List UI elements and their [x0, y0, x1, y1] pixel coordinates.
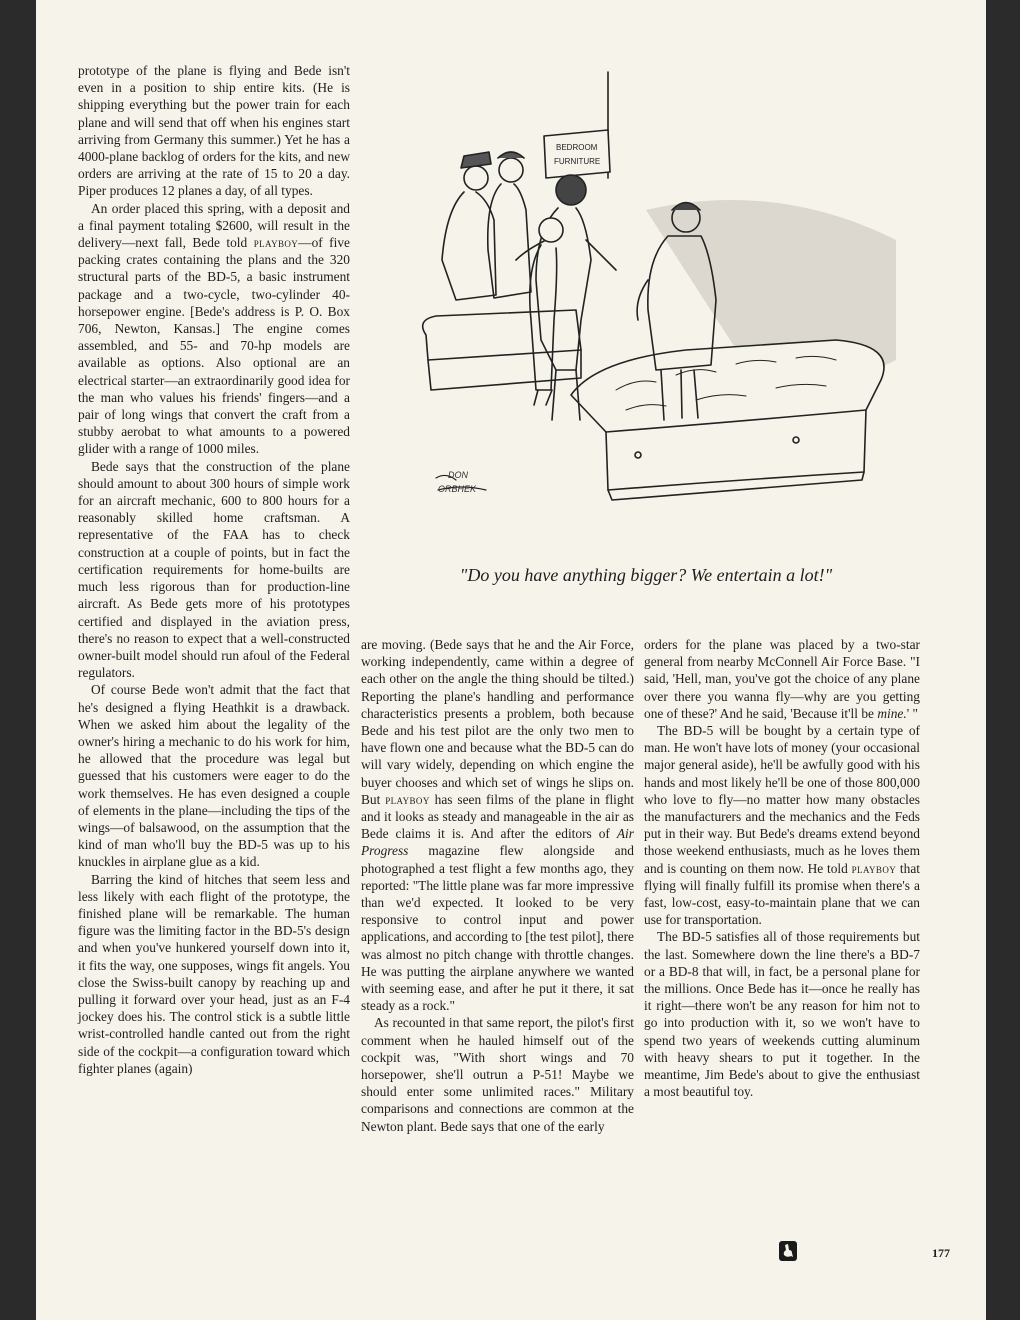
magazine-page: [36, 0, 986, 1320]
paragraph: As recounted in that same report, the pilot's first comment when he hauled himself out of the cockpit was, "With short wings and 70 horsepower, she'll outrun a P-51! Maybe we should enter some unlimited races." Military comparisons and connections are common at the Newton plant. Bede says that one of the early: [361, 1015, 634, 1134]
signature-line-1: DON: [448, 470, 468, 480]
signature-line-2: ORBHEK: [438, 484, 477, 494]
paragraph: The BD-5 satisfies all of those requirements but the last. Somewhere down the line there's a BD-7 or a BD-8 that will, in fact, be a personal plane for the millions. Once Bede has it—once he really has it right—there won't be any reason for him not to go into production with it, so we won't have to spend two years of weekends cutting aluminum with heavy shears to put it together. In the meantime, Jim Bede's about to give the enthusiast a most beautiful toy.: [644, 929, 920, 1100]
magazine-title: Air Progress: [361, 826, 634, 859]
playboy-smallcaps: playboy: [253, 235, 299, 251]
paragraph: An order placed this spring, with a deposit and a final payment totaling $2600, will result in the delivery—next fall, Bede told playboy—of five packing crates containing the plans and the 320 structural parts of the BD-5, a basic instrument package and a two-cycle, two-cylinder 40-horsepower engine. [Bede's address is P. O. Box 706, Newton, Kansas.] The engine comes assembled, and 55- and 70-hp models are available as options. Also optional are an electrical starter—an extraordinarily good idea for the man who values his friends' fingers—and a pair of long wings that convert the craft from a stubby aerobat to what amounts to a powered glider with a range of 1000 miles.: [78, 200, 350, 457]
cartoon-caption: "Do you have anything bigger? We entertain a lot!": [459, 565, 833, 585]
text-column-left: [78, 62, 350, 1077]
playboy-smallcaps: playboy: [851, 860, 897, 876]
paragraph: prototype of the plane is flying and Bede isn't even in a position to ship entire kits. (He is shipping everything but the power train for each plane and will send that off when his engines start arriving from Germany this summer.) Yet he has a 4000-plane backlog of orders for the kits, and new orders are arriving at the rate of 15 to 20 a day. Piper produces 12 planes a day, of all types.: [78, 63, 350, 199]
paragraph: The BD-5 will be bought by a certain type of man. He won't have lots of money (your occasional major general aside), he'll be awfully good with his hands and most likely he'll be one of those 800,000 who love to fly—no matter how many obstacles the manufacturers and the mechanics and the Feds put in their way. But Bede's dreams extend beyond those weekend enthusiasts, much as he loves them and is counting on them now. He told playboy that flying will finally fulfill its promise when there's a fast, low-cost, easy-to-maintain plane that we can use for transportation.: [644, 723, 920, 928]
paragraph: Of course Bede won't admit that the fact that he's designed a flying Heathkit is a drawback. When we asked him about the legality of the owner's hiring a mechanic to do his work for him, he allowed that the procedure was legal but guessed that his customers were eager to do the work themselves. He has even designed a couple of elements in the plane—including the tips of the wings—of balsawood, on the assumption that the kind of man who'll buy the BD-5 was up to his knuckles in airplane glue as a kid.: [78, 682, 350, 870]
playboy-smallcaps: playboy: [385, 791, 430, 807]
sign-line-2: FURNITURE: [554, 157, 601, 166]
cartoon-illustration: [376, 60, 916, 560]
paragraph: orders for the plane was placed by a two-star general from nearby McConnell Air Force Base. "I said, 'Hell, man, you've got the choice of any plane over there you wanna fly—why are you getting one of these?' And he said, 'Because it'll be mine.' ": [644, 637, 920, 721]
page-number: 177: [932, 1246, 950, 1260]
sign-line-1: BEDROOM: [556, 143, 598, 152]
rabbit-head-icon: [779, 1241, 797, 1261]
paragraph: are moving. (Bede says that he and the Air Force, working independently, came within a degree of each other on the angle the thing should be tilted.) Reporting the plane's handling and performance characteristics presents a problem, both because Bede and his test pilot are the only two men to have flown one and because what the BD-5 can do will vary widely, depending on which engine the buyer chooses and which set of wings he slips on. But playboy has seen films of the plane in flight and it looks as steady and manageable in the air as Bede claims it is. And after the editors of Air Progress magazine flew alongside and photographed a test flight a few months ago, they reported: "The little plane was far more impressive than we'd expected. It looked to be very responsive to control input and power applications, and according to [the test pilot], there was almost no pitch change with throttle changes. He was putting the airplane anywhere we wanted with seeming ease, and after he put it there, it sat steady as a rock.": [361, 637, 634, 1014]
paragraph: Barring the kind of hitches that seem less and less likely with each flight of the prototype, the finished plane will be remarkable. The human figure was the limiting factor in the BD-5's design and when you've hunkered yourself down into it, it fits the way, one supposes, wings fit angels. You close the Swiss-built canopy by reaching up and pulling it forward over your head, just as an F-4 jockey does his. The control stick is a subtle little wrist-controlled handle canted out from the right side of the cockpit—a configuration toward which fighter planes (again): [78, 871, 350, 1076]
italic-word: mine.: [877, 705, 907, 721]
text-column-middle: [361, 636, 634, 1135]
paragraph: Bede says that the construction of the plane should amount to about 300 hours of simple work for an aircraft mechanic, 600 to 800 hours for a reasonably skilled home craftsman. A representative of the FAA has to check construction at a couple of points, but in fact the certification requirements for home-builts are much less rigorous than for production-line aircraft. As Bede gets more of his prototypes certified and displayed in the aviation press, there's no reason to expect that a well-constructed owner-built model should run afoul of the Federal regulators.: [78, 458, 350, 681]
text-column-right: [644, 636, 920, 1100]
